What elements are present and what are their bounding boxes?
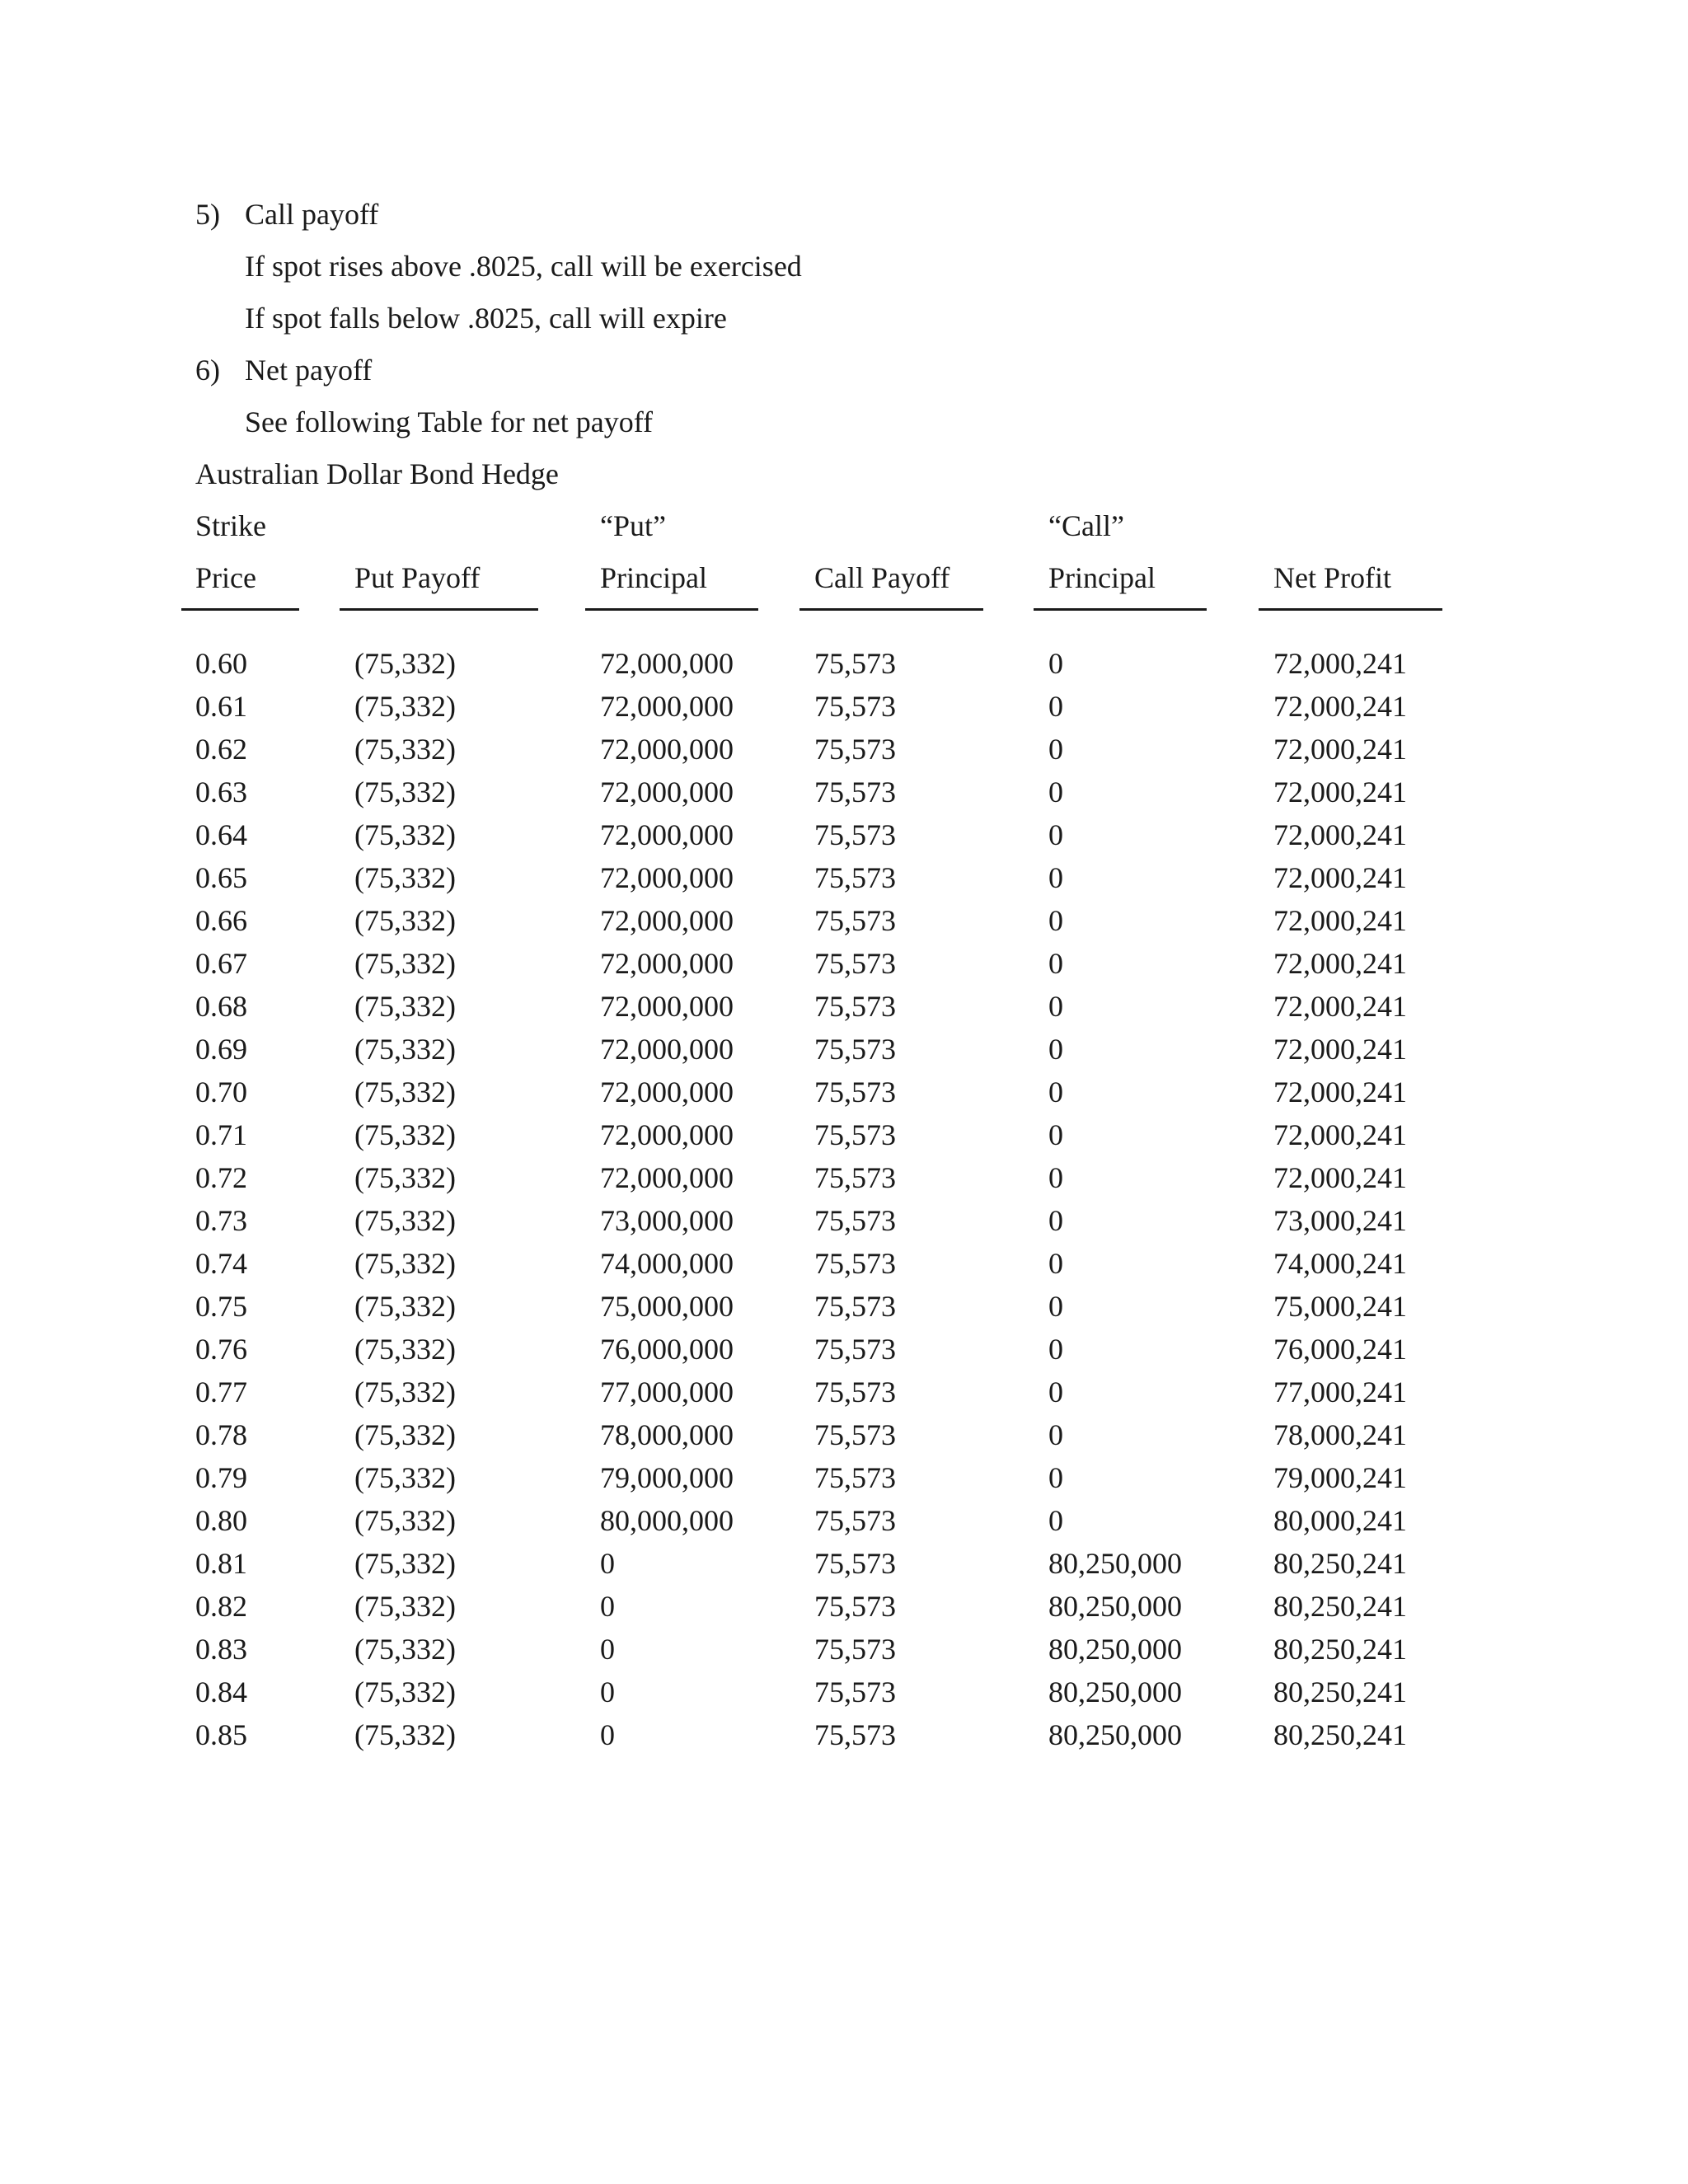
cell-put-payoff: (75,332) [354,1161,456,1194]
cell-put-payoff: (75,332) [354,1204,456,1237]
cell-call-payoff: 75,573 [814,647,896,680]
cell-strike-price: 0.85 [195,1718,247,1751]
cell-net-profit: 72,000,241 [1273,990,1407,1023]
cell-net-profit: 74,000,241 [1273,1247,1407,1280]
cell-call-principal: 80,250,000 [1048,1718,1182,1751]
cell-strike-price: 0.65 [195,861,247,894]
cell-call-principal: 0 [1048,1504,1063,1537]
cell-strike-price: 0.79 [195,1461,247,1494]
cell-call-payoff: 75,573 [814,1376,896,1408]
cell-call-payoff: 75,573 [814,690,896,723]
cell-net-profit: 72,000,241 [1273,647,1407,680]
cell-strike-price: 0.68 [195,990,247,1023]
cell-strike-price: 0.83 [195,1633,247,1666]
cell-call-payoff: 75,573 [814,1076,896,1108]
cell-strike-price: 0.60 [195,647,247,680]
cell-net-profit: 73,000,241 [1273,1204,1407,1237]
cell-net-profit: 80,250,241 [1273,1590,1407,1623]
cell-call-principal: 0 [1048,690,1063,723]
cell-call-payoff: 75,573 [814,776,896,808]
cell-call-principal: 0 [1048,1204,1063,1237]
cell-net-profit: 76,000,241 [1273,1333,1407,1366]
cell-strike-price: 0.73 [195,1204,247,1237]
cell-net-profit: 72,000,241 [1273,947,1407,980]
header-top-call: “Call” [1048,509,1124,542]
header-call-principal: Principal [1048,561,1156,594]
cell-strike-price: 0.69 [195,1033,247,1066]
cell-put-payoff: (75,332) [354,904,456,937]
cell-put-payoff: (75,332) [354,1504,456,1537]
cell-put-principal: 72,000,000 [600,904,734,937]
table-caption: Australian Dollar Bond Hedge [195,457,559,490]
cell-call-payoff: 75,573 [814,1161,896,1194]
cell-net-profit: 80,000,241 [1273,1504,1407,1537]
cell-call-principal: 0 [1048,1118,1063,1151]
cell-put-principal: 72,000,000 [600,776,734,808]
cell-call-principal: 0 [1048,904,1063,937]
cell-call-principal: 0 [1048,1290,1063,1323]
cell-call-principal: 0 [1048,1033,1063,1066]
item-6-number: 6) [195,354,220,387]
cell-net-profit: 72,000,241 [1273,818,1407,851]
cell-call-principal: 0 [1048,990,1063,1023]
cell-strike-price: 0.75 [195,1290,247,1323]
cell-put-principal: 73,000,000 [600,1204,734,1237]
cell-strike-price: 0.62 [195,733,247,766]
cell-strike-price: 0.77 [195,1376,247,1408]
cell-call-principal: 80,250,000 [1048,1590,1182,1623]
cell-put-payoff: (75,332) [354,818,456,851]
cell-put-principal: 72,000,000 [600,690,734,723]
cell-put-principal: 72,000,000 [600,1161,734,1194]
cell-strike-price: 0.70 [195,1076,247,1108]
cell-put-principal: 76,000,000 [600,1333,734,1366]
cell-call-payoff: 75,573 [814,1333,896,1366]
item-5-line-2: If spot falls below .8025, call will expire [245,302,727,335]
cell-put-payoff: (75,332) [354,1247,456,1280]
cell-call-payoff: 75,573 [814,1247,896,1280]
cell-put-payoff: (75,332) [354,647,456,680]
cell-call-principal: 0 [1048,733,1063,766]
cell-put-principal: 72,000,000 [600,647,734,680]
cell-strike-price: 0.78 [195,1418,247,1451]
cell-strike-price: 0.71 [195,1118,247,1151]
header-top-put: “Put” [600,509,666,542]
header-put-payoff: Put Payoff [354,561,481,594]
header-top-strike: Strike [195,509,266,542]
item-5-title: Call payoff [245,198,379,231]
cell-net-profit: 77,000,241 [1273,1376,1407,1408]
cell-call-payoff: 75,573 [814,1461,896,1494]
cell-call-principal: 0 [1048,1461,1063,1494]
cell-put-principal: 72,000,000 [600,733,734,766]
cell-put-principal: 0 [600,1547,615,1580]
item-5-number: 5) [195,198,220,231]
cell-put-principal: 72,000,000 [600,990,734,1023]
cell-call-principal: 80,250,000 [1048,1547,1182,1580]
cell-call-payoff: 75,573 [814,1118,896,1151]
cell-call-payoff: 75,573 [814,1418,896,1451]
cell-call-principal: 0 [1048,1418,1063,1451]
cell-put-principal: 78,000,000 [600,1418,734,1451]
cell-net-profit: 72,000,241 [1273,1161,1407,1194]
cell-strike-price: 0.80 [195,1504,247,1537]
cell-net-profit: 75,000,241 [1273,1290,1407,1323]
cell-call-payoff: 75,573 [814,1504,896,1537]
cell-net-profit: 72,000,241 [1273,733,1407,766]
cell-call-payoff: 75,573 [814,1675,896,1708]
cell-put-payoff: (75,332) [354,1590,456,1623]
cell-strike-price: 0.66 [195,904,247,937]
cell-call-payoff: 75,573 [814,990,896,1023]
cell-put-principal: 72,000,000 [600,947,734,980]
header-rule-put-principal [585,608,758,611]
cell-call-payoff: 75,573 [814,1290,896,1323]
cell-put-payoff: (75,332) [354,1076,456,1108]
cell-call-principal: 0 [1048,947,1063,980]
header-rule-call-principal [1034,608,1207,611]
cell-put-payoff: (75,332) [354,947,456,980]
cell-put-payoff: (75,332) [354,1633,456,1666]
cell-call-payoff: 75,573 [814,1547,896,1580]
cell-put-principal: 72,000,000 [600,861,734,894]
cell-call-principal: 80,250,000 [1048,1633,1182,1666]
cell-call-payoff: 75,573 [814,1590,896,1623]
cell-net-profit: 80,250,241 [1273,1633,1407,1666]
cell-call-principal: 0 [1048,1376,1063,1408]
cell-strike-price: 0.72 [195,1161,247,1194]
cell-net-profit: 80,250,241 [1273,1675,1407,1708]
cell-put-payoff: (75,332) [354,1675,456,1708]
cell-put-payoff: (75,332) [354,1547,456,1580]
cell-net-profit: 72,000,241 [1273,1033,1407,1066]
cell-call-payoff: 75,573 [814,861,896,894]
cell-put-payoff: (75,332) [354,1118,456,1151]
cell-put-payoff: (75,332) [354,1461,456,1494]
header-rule-call-payoff [799,608,983,611]
cell-net-profit: 72,000,241 [1273,904,1407,937]
cell-strike-price: 0.74 [195,1247,247,1280]
cell-put-principal: 0 [600,1675,615,1708]
cell-put-principal: 72,000,000 [600,1033,734,1066]
cell-call-payoff: 75,573 [814,904,896,937]
cell-put-payoff: (75,332) [354,861,456,894]
cell-put-payoff: (75,332) [354,1290,456,1323]
cell-net-profit: 80,250,241 [1273,1718,1407,1751]
header-rule-net-profit [1259,608,1442,611]
cell-put-principal: 77,000,000 [600,1376,734,1408]
cell-net-profit: 72,000,241 [1273,1118,1407,1151]
header-call-payoff: Call Payoff [814,561,950,594]
cell-put-principal: 75,000,000 [600,1290,734,1323]
cell-strike-price: 0.84 [195,1675,247,1708]
cell-call-principal: 0 [1048,1333,1063,1366]
cell-put-principal: 72,000,000 [600,1076,734,1108]
cell-put-payoff: (75,332) [354,1418,456,1451]
cell-call-payoff: 75,573 [814,1033,896,1066]
cell-put-payoff: (75,332) [354,1333,456,1366]
cell-put-principal: 80,000,000 [600,1504,734,1537]
cell-strike-price: 0.64 [195,818,247,851]
cell-call-payoff: 75,573 [814,818,896,851]
header-net-profit: Net Profit [1273,561,1391,594]
cell-strike-price: 0.63 [195,776,247,808]
header-price: Price [195,561,256,594]
cell-put-payoff: (75,332) [354,990,456,1023]
cell-net-profit: 72,000,241 [1273,690,1407,723]
item-6-line-1: See following Table for net payoff [245,405,654,438]
cell-call-payoff: 75,573 [814,947,896,980]
cell-net-profit: 80,250,241 [1273,1547,1407,1580]
cell-call-principal: 0 [1048,776,1063,808]
header-rule-price [181,608,299,611]
cell-call-principal: 80,250,000 [1048,1675,1182,1708]
header-rule-put-payoff [340,608,538,611]
cell-put-payoff: (75,332) [354,1033,456,1066]
cell-strike-price: 0.67 [195,947,247,980]
cell-put-payoff: (75,332) [354,776,456,808]
cell-call-payoff: 75,573 [814,733,896,766]
cell-put-principal: 79,000,000 [600,1461,734,1494]
cell-call-principal: 0 [1048,1161,1063,1194]
cell-net-profit: 72,000,241 [1273,861,1407,894]
cell-put-payoff: (75,332) [354,690,456,723]
cell-put-principal: 74,000,000 [600,1247,734,1280]
cell-net-profit: 79,000,241 [1273,1461,1407,1494]
cell-call-principal: 0 [1048,861,1063,894]
item-5-line-1: If spot rises above .8025, call will be exercised [245,250,802,283]
cell-net-profit: 72,000,241 [1273,776,1407,808]
cell-put-principal: 72,000,000 [600,818,734,851]
cell-put-payoff: (75,332) [354,1376,456,1408]
cell-call-payoff: 75,573 [814,1633,896,1666]
cell-net-profit: 72,000,241 [1273,1076,1407,1108]
cell-call-payoff: 75,573 [814,1204,896,1237]
cell-put-principal: 0 [600,1590,615,1623]
cell-call-principal: 0 [1048,1247,1063,1280]
cell-put-principal: 0 [600,1718,615,1751]
cell-strike-price: 0.61 [195,690,247,723]
cell-call-principal: 0 [1048,818,1063,851]
cell-put-principal: 72,000,000 [600,1118,734,1151]
cell-put-principal: 0 [600,1633,615,1666]
cell-put-payoff: (75,332) [354,1718,456,1751]
cell-call-payoff: 75,573 [814,1718,896,1751]
cell-net-profit: 78,000,241 [1273,1418,1407,1451]
cell-call-principal: 0 [1048,647,1063,680]
header-put-principal: Principal [600,561,707,594]
cell-strike-price: 0.81 [195,1547,247,1580]
cell-put-payoff: (75,332) [354,733,456,766]
cell-strike-price: 0.76 [195,1333,247,1366]
item-6-title: Net payoff [245,354,373,387]
cell-call-principal: 0 [1048,1076,1063,1108]
cell-strike-price: 0.82 [195,1590,247,1623]
